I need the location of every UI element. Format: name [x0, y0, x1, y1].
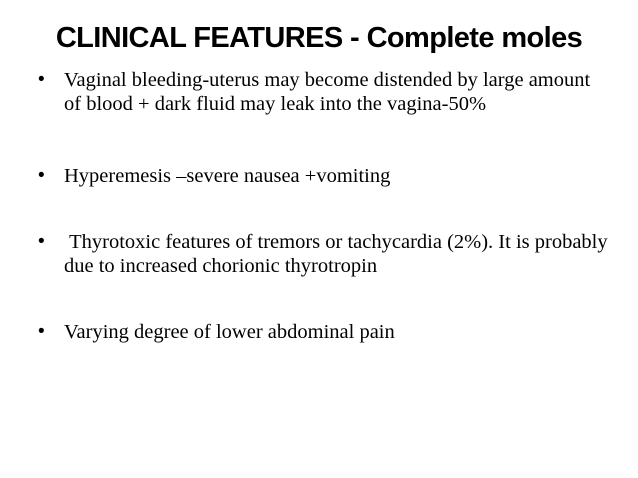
bullet-item-abdominal-pain — [38, 320, 608, 344]
bullet-item-vaginal-bleeding — [38, 68, 608, 116]
slide-title: CLINICAL FEATURES - Complete moles — [55, 22, 583, 54]
bullet-list — [38, 68, 613, 344]
bullet-icon: • — [38, 231, 45, 252]
bullet-text: Vaginal bleeding-uterus may become distended by large amount of blood + dark fluid may leak into the vagina-50% — [64, 69, 591, 115]
bullet-text: Thyrotoxic features of tremors or tachycardia (2%). It is probably due to increased chorionic thyrotropin — [64, 231, 613, 277]
bullet-icon: • — [38, 321, 45, 342]
bullet-text: Varying degree of lower abdominal pain — [64, 321, 395, 343]
bullet-icon: • — [38, 69, 45, 90]
bullet-item-hyperemesis — [38, 164, 608, 188]
bullet-text: Hyperemesis –severe nausea +vomiting — [64, 165, 391, 187]
bullet-item-thyrotoxic — [38, 230, 613, 278]
bullet-icon: • — [38, 165, 45, 186]
